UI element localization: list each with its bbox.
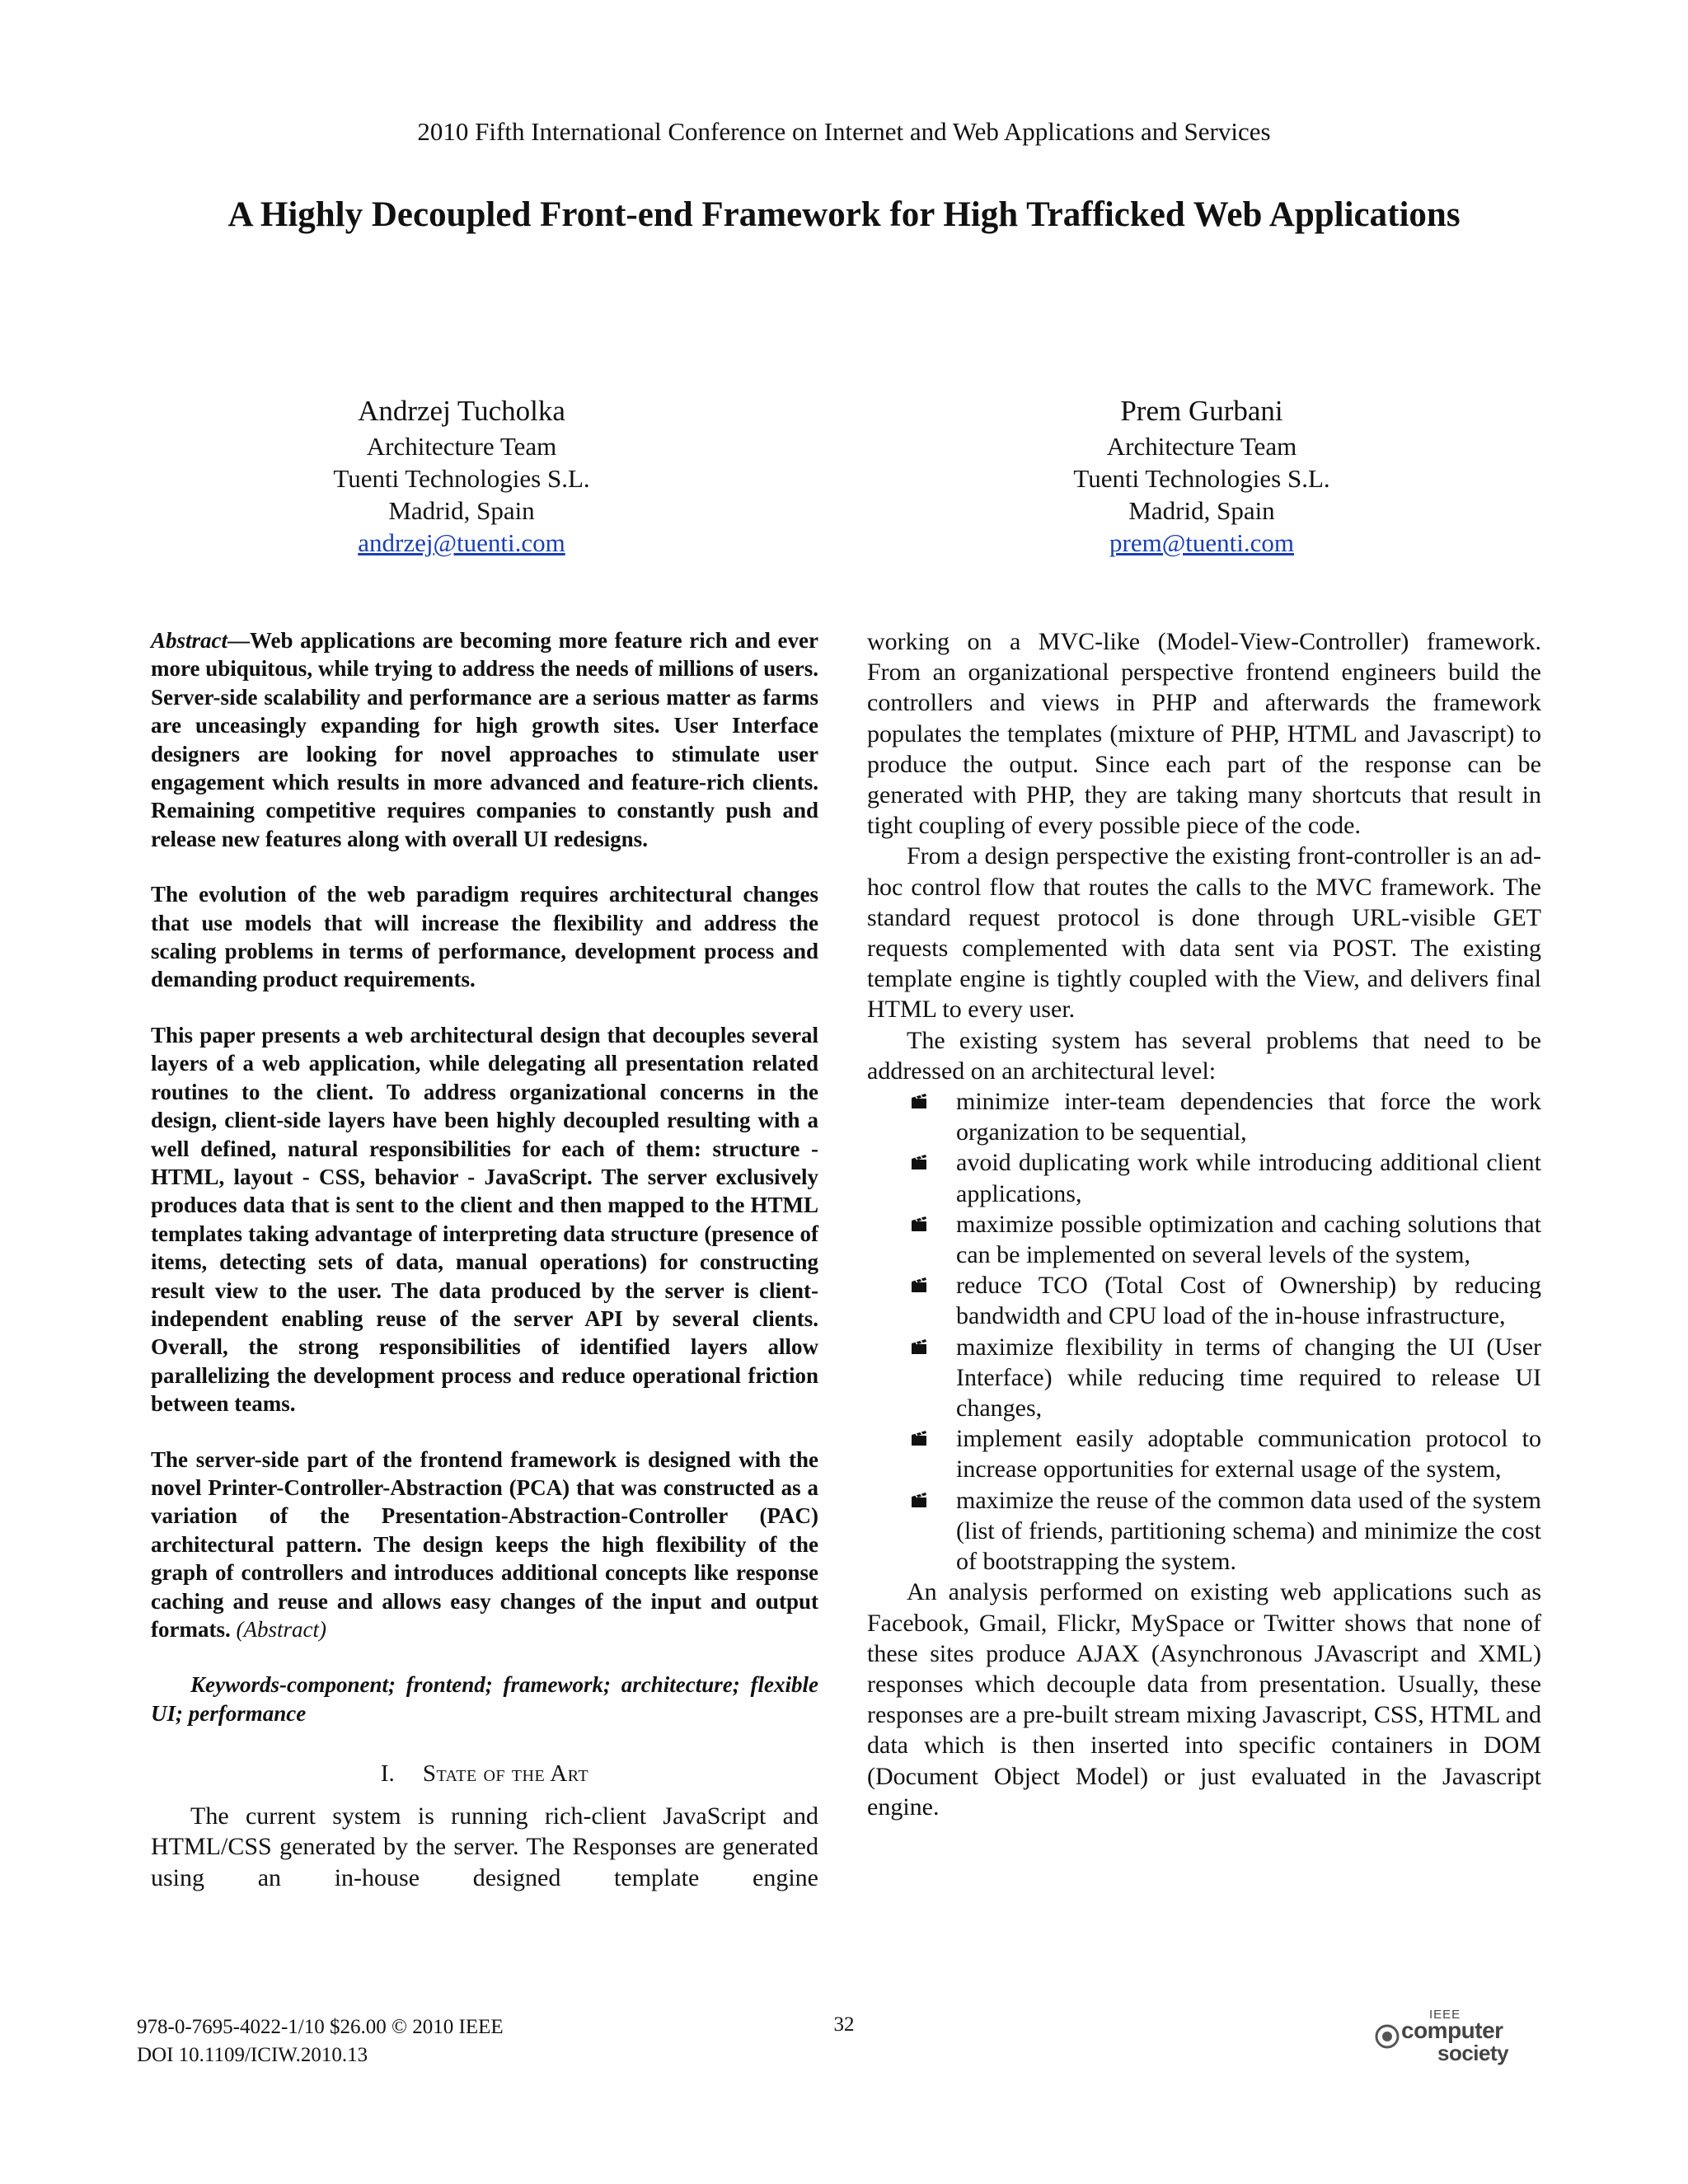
- list-item-text: maximize possible optimization and caching solutions that can be implemented on several levels of the system,: [956, 1210, 1541, 1269]
- author-team: Architecture Team: [1106, 432, 1297, 461]
- list-item: [867, 1332, 1541, 1424]
- page-number: 32: [833, 2013, 855, 2036]
- list-item: [867, 1423, 1541, 1484]
- list-item-text: reduce TCO (Total Cost of Ownership) by reducing bandwidth and CPU load of the in-house infrastructure,: [956, 1272, 1541, 1330]
- author-location: Madrid, Spain: [388, 496, 535, 525]
- list-item-text: avoid duplicating work while introducing additional client applications,: [956, 1149, 1541, 1207]
- ieee-computer-society-logo: [1375, 2008, 1523, 2074]
- list-item: [867, 1485, 1541, 1577]
- author-team: Architecture Team: [366, 432, 557, 461]
- list-item-text: maximize flexibility in terms of changing the UI (User Interface) while reducing time required to release UI changes,: [956, 1333, 1541, 1422]
- section-paragraph-4: An analysis performed on existing web applications such as Facebook, Gmail, Flickr, MySpace or Twitter shows that none of these sites produce AJAX (Asynchronous JAvascript and XML) responses which decouple data from presentation. Usually, these responses are a pre-built stream mixing Javascript, CSS, HTML and data which is then inserted into specific containers in DOM (Document Object Model) or just evaluated in the Javascript engine.: [867, 1578, 1541, 1821]
- author-name: Andrzej Tucholka: [358, 395, 565, 427]
- abstract-text: The server-side part of the frontend framework is designed with the novel Printer-Controller-Abstraction (PCA) that was constructed as a variation of the Presentation-Abstraction-Controller (PAC) architectural pattern. The design keeps the high flexibility of the graph of controllers and introduces additional concepts like response caching and reuse and allows easy changes of the input and output formats.: [151, 1446, 818, 1642]
- author-block-2: [946, 392, 1457, 559]
- clapperboard-bullet-icon: [910, 1428, 928, 1446]
- list-item: [867, 1086, 1541, 1147]
- author-email-link[interactable]: prem@tuenti.com: [1109, 528, 1294, 557]
- section-heading: [151, 1760, 818, 1788]
- section-paragraph-3: The existing system has several problems that need to be addressed on an architectural level:: [867, 1026, 1541, 1085]
- doi-line: DOI 10.1109/ICIW.2010.13: [137, 2044, 368, 2066]
- author-email-link[interactable]: andrzej@tuenti.com: [358, 528, 565, 557]
- paper-title: A Highly Decoupled Front-end Framework for High Trafficked Web Applications: [227, 195, 1461, 234]
- clapperboard-bullet-icon: [910, 1152, 928, 1170]
- section-title: State of the Art: [422, 1760, 589, 1788]
- abstract-dash: —: [227, 628, 251, 653]
- logo-mark-icon: [1375, 2024, 1400, 2049]
- abstract-paragraph-2: The evolution of the web paradigm requires architectural changes that use models that will increase the flexibility and address the scaling problems in terms of performance, development process and demanding product requirements.: [151, 882, 818, 992]
- list-item-text: implement easily adoptable communication protocol to increase opportunities for external usage of the system,: [956, 1425, 1541, 1483]
- abstract-text: Web applications are becoming more feature rich and ever more ubiquitous, while trying to address the needs of millions of users. Server-side scalability and performance are a serious matter as farms are unceasingly expanding for high growth sites. User Interface designers are looking for novel approaches to stimulate user engagement which results in more advanced and feature-rich clients. Remaining competitive requires companies to constantly push and release new features along with overall UI redesigns.: [151, 628, 818, 851]
- list-item: [867, 1209, 1541, 1270]
- abstract-paragraph-1: [151, 626, 818, 853]
- author-company: Tuenti Technologies S.L.: [1073, 464, 1330, 493]
- logo-word-society: society: [1437, 2041, 1509, 2065]
- clapperboard-bullet-icon: [910, 1490, 928, 1508]
- list-item: [867, 1270, 1541, 1331]
- logo-word-computer: computer: [1401, 2018, 1503, 2043]
- left-column: [151, 626, 818, 1893]
- section-paragraph-1-continued: working on a MVC-like (Model-View-Controller) framework. From an organizational perspective frontend engineers build the controllers and views in PHP and afterwards the framework populates the templates (mixture of PHP, HTML and Javascript) to produce the output. Since each part of the response can be generated with PHP, they are taking many shortcuts that result in tight coupling of every possible piece of the code.: [867, 628, 1541, 840]
- author-location: Madrid, Spain: [1128, 496, 1275, 525]
- clapperboard-bullet-icon: [910, 1337, 928, 1355]
- clapperboard-bullet-icon: [910, 1091, 928, 1109]
- list-item-text: maximize the reuse of the common data used of the system (list of friends, partitioning schema) and minimize the cost of bootstrapping the system.: [956, 1486, 1541, 1576]
- isbn-line: 978-0-7695-4022-1/10 $26.00 © 2010 IEEE: [137, 2016, 504, 2038]
- section-paragraph-1: The current system is running rich-client JavaScript and HTML/CSS generated by the server. The Responses are generated using an in-house designed template engine: [151, 1802, 818, 1891]
- keywords: Keywords-component; frontend; framework; architecture; flexible UI; performance: [151, 1672, 818, 1726]
- conference-header: 2010 Fifth International Conference on Internet and Web Applications and Services: [417, 117, 1271, 146]
- list-item: [867, 1147, 1541, 1208]
- author-name: Prem Gurbani: [1120, 395, 1283, 427]
- list-item-text: minimize inter-team dependencies that force the work organization to be sequential,: [956, 1088, 1541, 1146]
- logo-ieee-text: IEEE: [1429, 2008, 1461, 2022]
- clapperboard-bullet-icon: [910, 1275, 928, 1293]
- abstract-paragraph-4: [151, 1446, 818, 1644]
- right-column: [867, 626, 1541, 1822]
- author-company: Tuenti Technologies S.L.: [333, 464, 590, 493]
- section-paragraph-2: From a design perspective the existing front-controller is an ad-hoc control flow that routes the calls to the MVC framework. The standard request protocol is done through URL-visible GET requests complemented with data sent via POST. The existing template engine is tightly coupled with the View, and delivers final HTML to every user.: [867, 842, 1541, 1024]
- section-number: I.: [380, 1760, 395, 1788]
- author-block-1: [206, 392, 717, 559]
- clapperboard-bullet-icon: [910, 1214, 928, 1232]
- abstract-label: Abstract: [151, 628, 228, 653]
- abstract-tail: (Abstract): [236, 1617, 326, 1642]
- abstract-paragraph-3: This paper presents a web architectural design that decouples several layers of a web application, while delegating all presentation related routines to the client. To address organizational concerns in the design, client-side layers have been highly decoupled resulting with a well defined, natural responsibilities for each of them: structure - HTML, layout - CSS, behavior - JavaScript. The server exclusively produces data that is sent to the client and then mapped to the HTML templates taking advantage of interpreting data structure (presence of items, detecting sets of data, manual operations) for constructing result view to the user. The data produced by the server is client-independent enabling reuse of the server API by several clients. Overall, the strong responsibilities of identified layers allow parallelizing the development process and reduce operational friction between teams.: [151, 1022, 818, 1417]
- problem-list: [867, 1086, 1541, 1577]
